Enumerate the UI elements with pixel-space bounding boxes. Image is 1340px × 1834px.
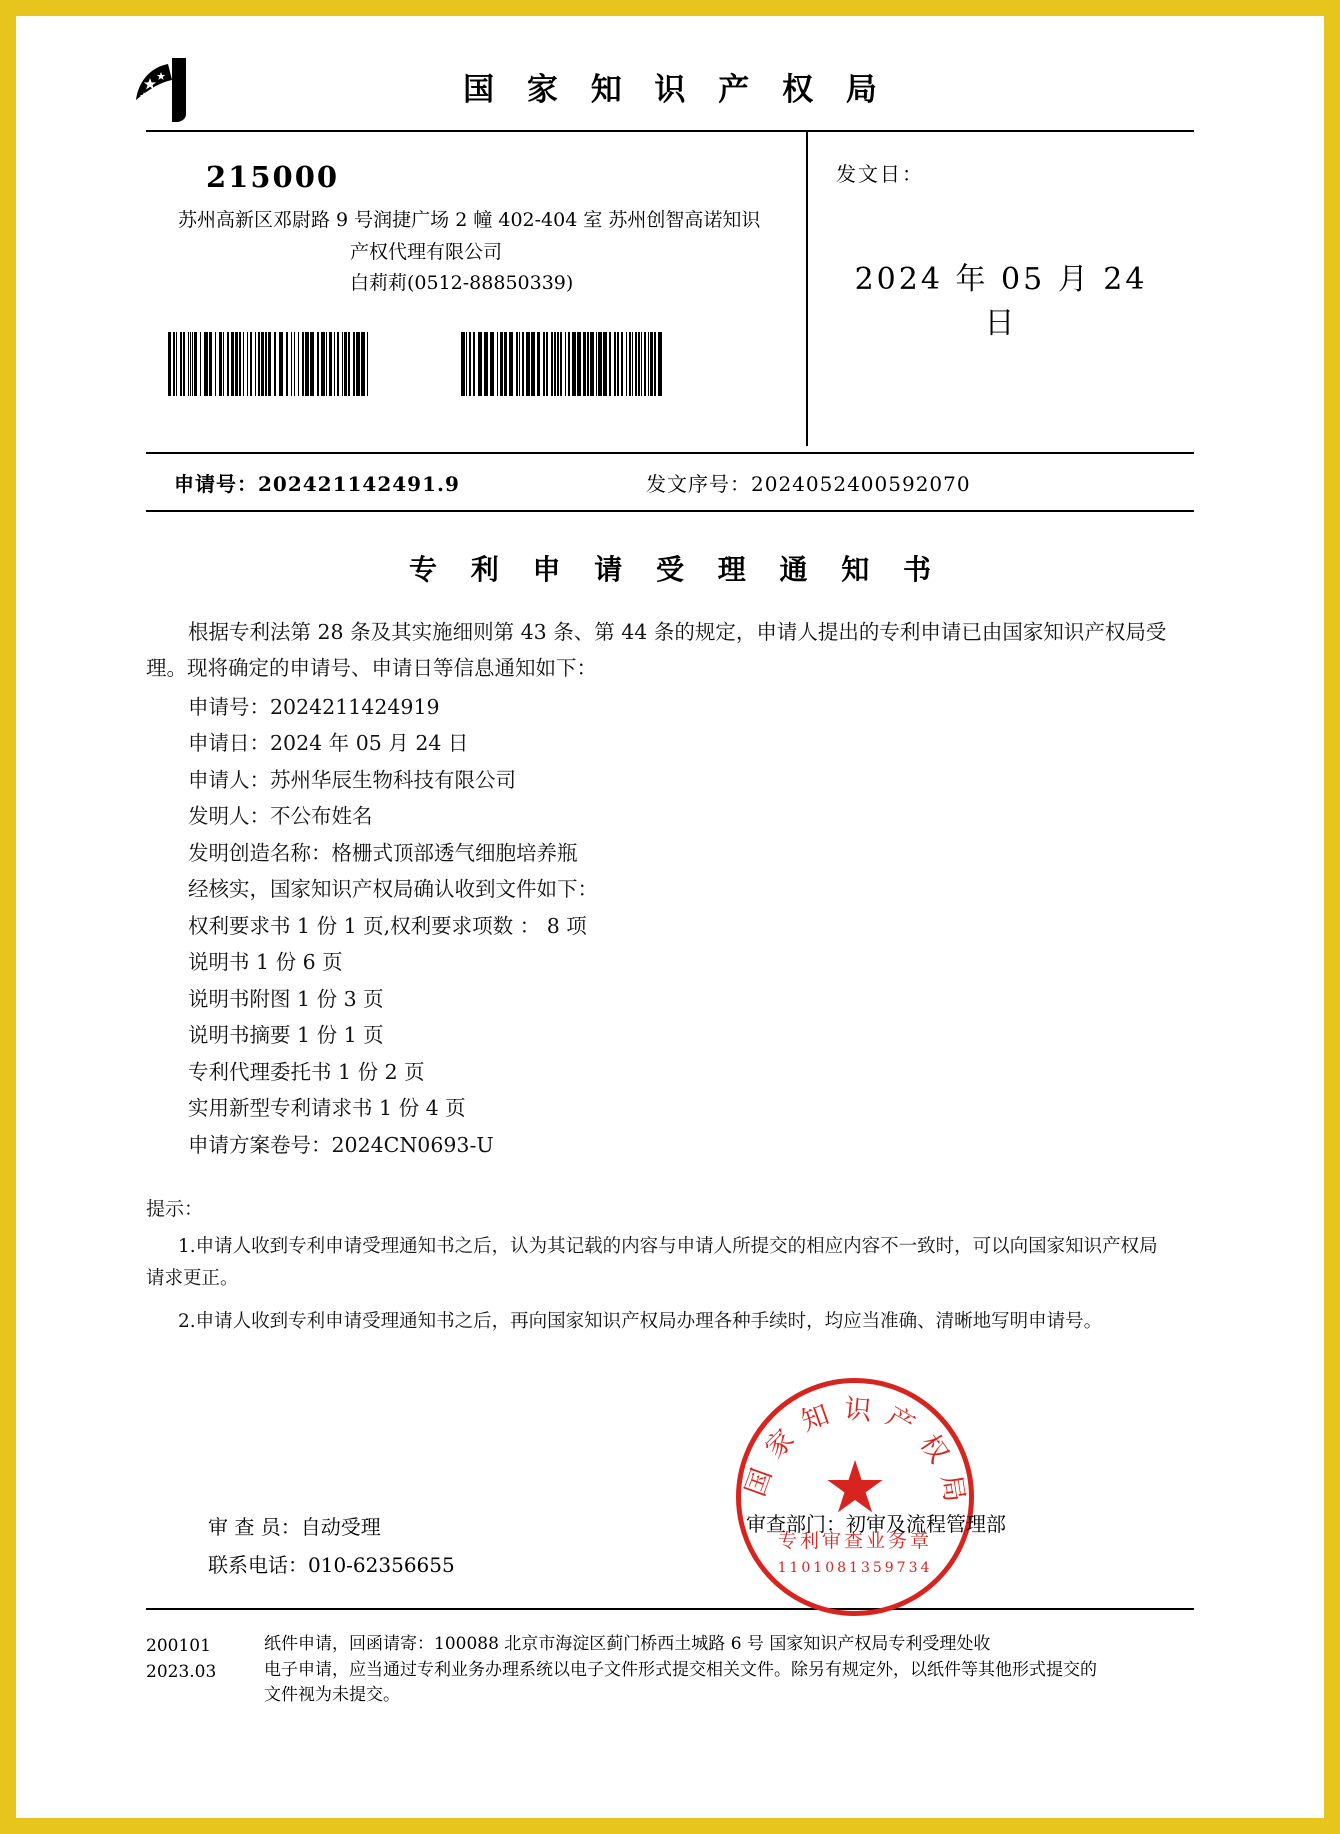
body-paragraph-1: 根据专利法第 28 条及其实施细则第 43 条、第 44 条的规定，申请人提出的专利申请已由国家知识产权局受理。现将确定的申请号、申请日等信息通知如下： [146,620,1167,681]
seal-star-icon: ★ [822,1447,888,1528]
document-content [146,40,1194,1709]
seal-code: 1101081359734 [777,1560,933,1577]
footer-line-2: 电子申请，应当通过专利业务办理系统以电子文件形式提交相关文件。除另有规定外，以纸件等其他形式提交的 [264,1659,1097,1680]
official-seal [736,1378,974,1616]
field-list [146,689,1194,1163]
tips-heading: 提示： [146,1198,204,1221]
divider-numbers [146,510,1194,512]
barcode-group [168,332,665,396]
list-item: 发明人：不公布姓名 [188,804,373,829]
list-item: 经核实，国家知识产权局确认收到文件如下： [188,877,598,902]
barcode-serial [461,332,665,396]
notice-title: 专 利 申 请 受 理 通 知 书 [409,553,943,586]
scan-border-left [0,0,16,1834]
application-number: 申请号：202421142491.9 [174,472,460,496]
list-item: 说明书附图 1 份 3 页 [188,986,384,1011]
list-item: 发明创造名称：格栅式顶部透气细胞培养瓶 [188,840,578,865]
tip-item-1-continued: 请求更正。 [146,1268,239,1290]
scan-border-top [0,0,1340,16]
form-code: 200101 [146,1636,211,1657]
footer-form-codes [146,1634,256,1685]
issue-date-value: 2024 年 05 月 24 日 [854,262,1148,341]
tip-item-1: 1.申请人收到专利申请受理通知书之后，认为其记载的内容与申请人所提交的相应内容不一致时，可以向国家知识产权局 [178,1236,1158,1258]
address-area [146,132,1194,452]
divider-footer [146,1608,1194,1610]
signature-area [146,1368,1194,1608]
postcode: 215000 [206,160,340,194]
scan-border-right [1324,0,1340,1834]
list-item: 专利代理委托书 1 份 2 页 [188,1059,425,1084]
department-name: 审查部门：初审及流程管理部 [746,1512,1006,1537]
list-item: 权利要求书 1 份 1 页,权利要求项数 ： 8 项 [188,913,587,938]
examiner-name: 审 查 员：自动受理 [208,1515,381,1540]
examiner-block [208,1508,455,1584]
numbers-row [146,454,1194,510]
list-item: 申请人：苏州华辰生物科技有限公司 [188,767,516,792]
list-item: 实用新型专利请求书 1 份 4 页 [188,1096,466,1121]
tip-item-2: 2.申请人收到专利申请受理通知书之后，再向国家知识产权局办理各种手续时，均应当准确、清晰地写明申请号。 [178,1310,1103,1332]
form-version: 2023.03 [146,1661,217,1682]
notice-body [146,614,1194,1338]
contact-phone: 联系电话：010-62356655 [208,1553,455,1578]
list-item: 申请日：2024 年 05 月 24 日 [188,731,469,756]
seal-bottom-text: 专利审查业务章 [777,1530,932,1553]
list-item: 申请号：2024211424919 [188,694,440,719]
svg-text:国家知识产权局: 国家知识产权局 [740,1393,972,1518]
scan-border-bottom [0,1818,1340,1834]
address-line-2: 产权代理有限公司 [350,240,503,263]
document-header [146,40,1194,130]
barcode-application [168,332,371,396]
list-item: 说明书 1 份 6 页 [188,950,343,975]
footer-line-1: 纸件申请，回函请寄：100088 北京市海淀区蓟门桥西土城路 6 号 国家知识产权局专利受理处收 [264,1634,991,1655]
issue-date-label: 发文日： [836,162,924,186]
divider-vertical [806,132,808,446]
address-line-1: 苏州高新区邓尉路 9 号润捷广场 2 幢 402-404 室 苏州创智高诺知识 [178,209,761,231]
document-footer [146,1620,1194,1709]
addressee-block [146,132,806,295]
footer-line-3: 文件视为未提交。 [264,1685,400,1706]
document-serial-number: 发文序号：2024052400592070 [646,472,971,496]
paper-sheet [16,16,1324,1818]
page-title: 国 家 知 识 产 权 局 [463,72,888,108]
footer-text [264,1632,1194,1709]
list-item: 申请方案卷号：2024CN0693-U [188,1132,494,1157]
list-item: 说明书摘要 1 份 1 页 [188,1023,384,1048]
contact-person: 白莉莉(0512-88850339) [350,271,574,294]
